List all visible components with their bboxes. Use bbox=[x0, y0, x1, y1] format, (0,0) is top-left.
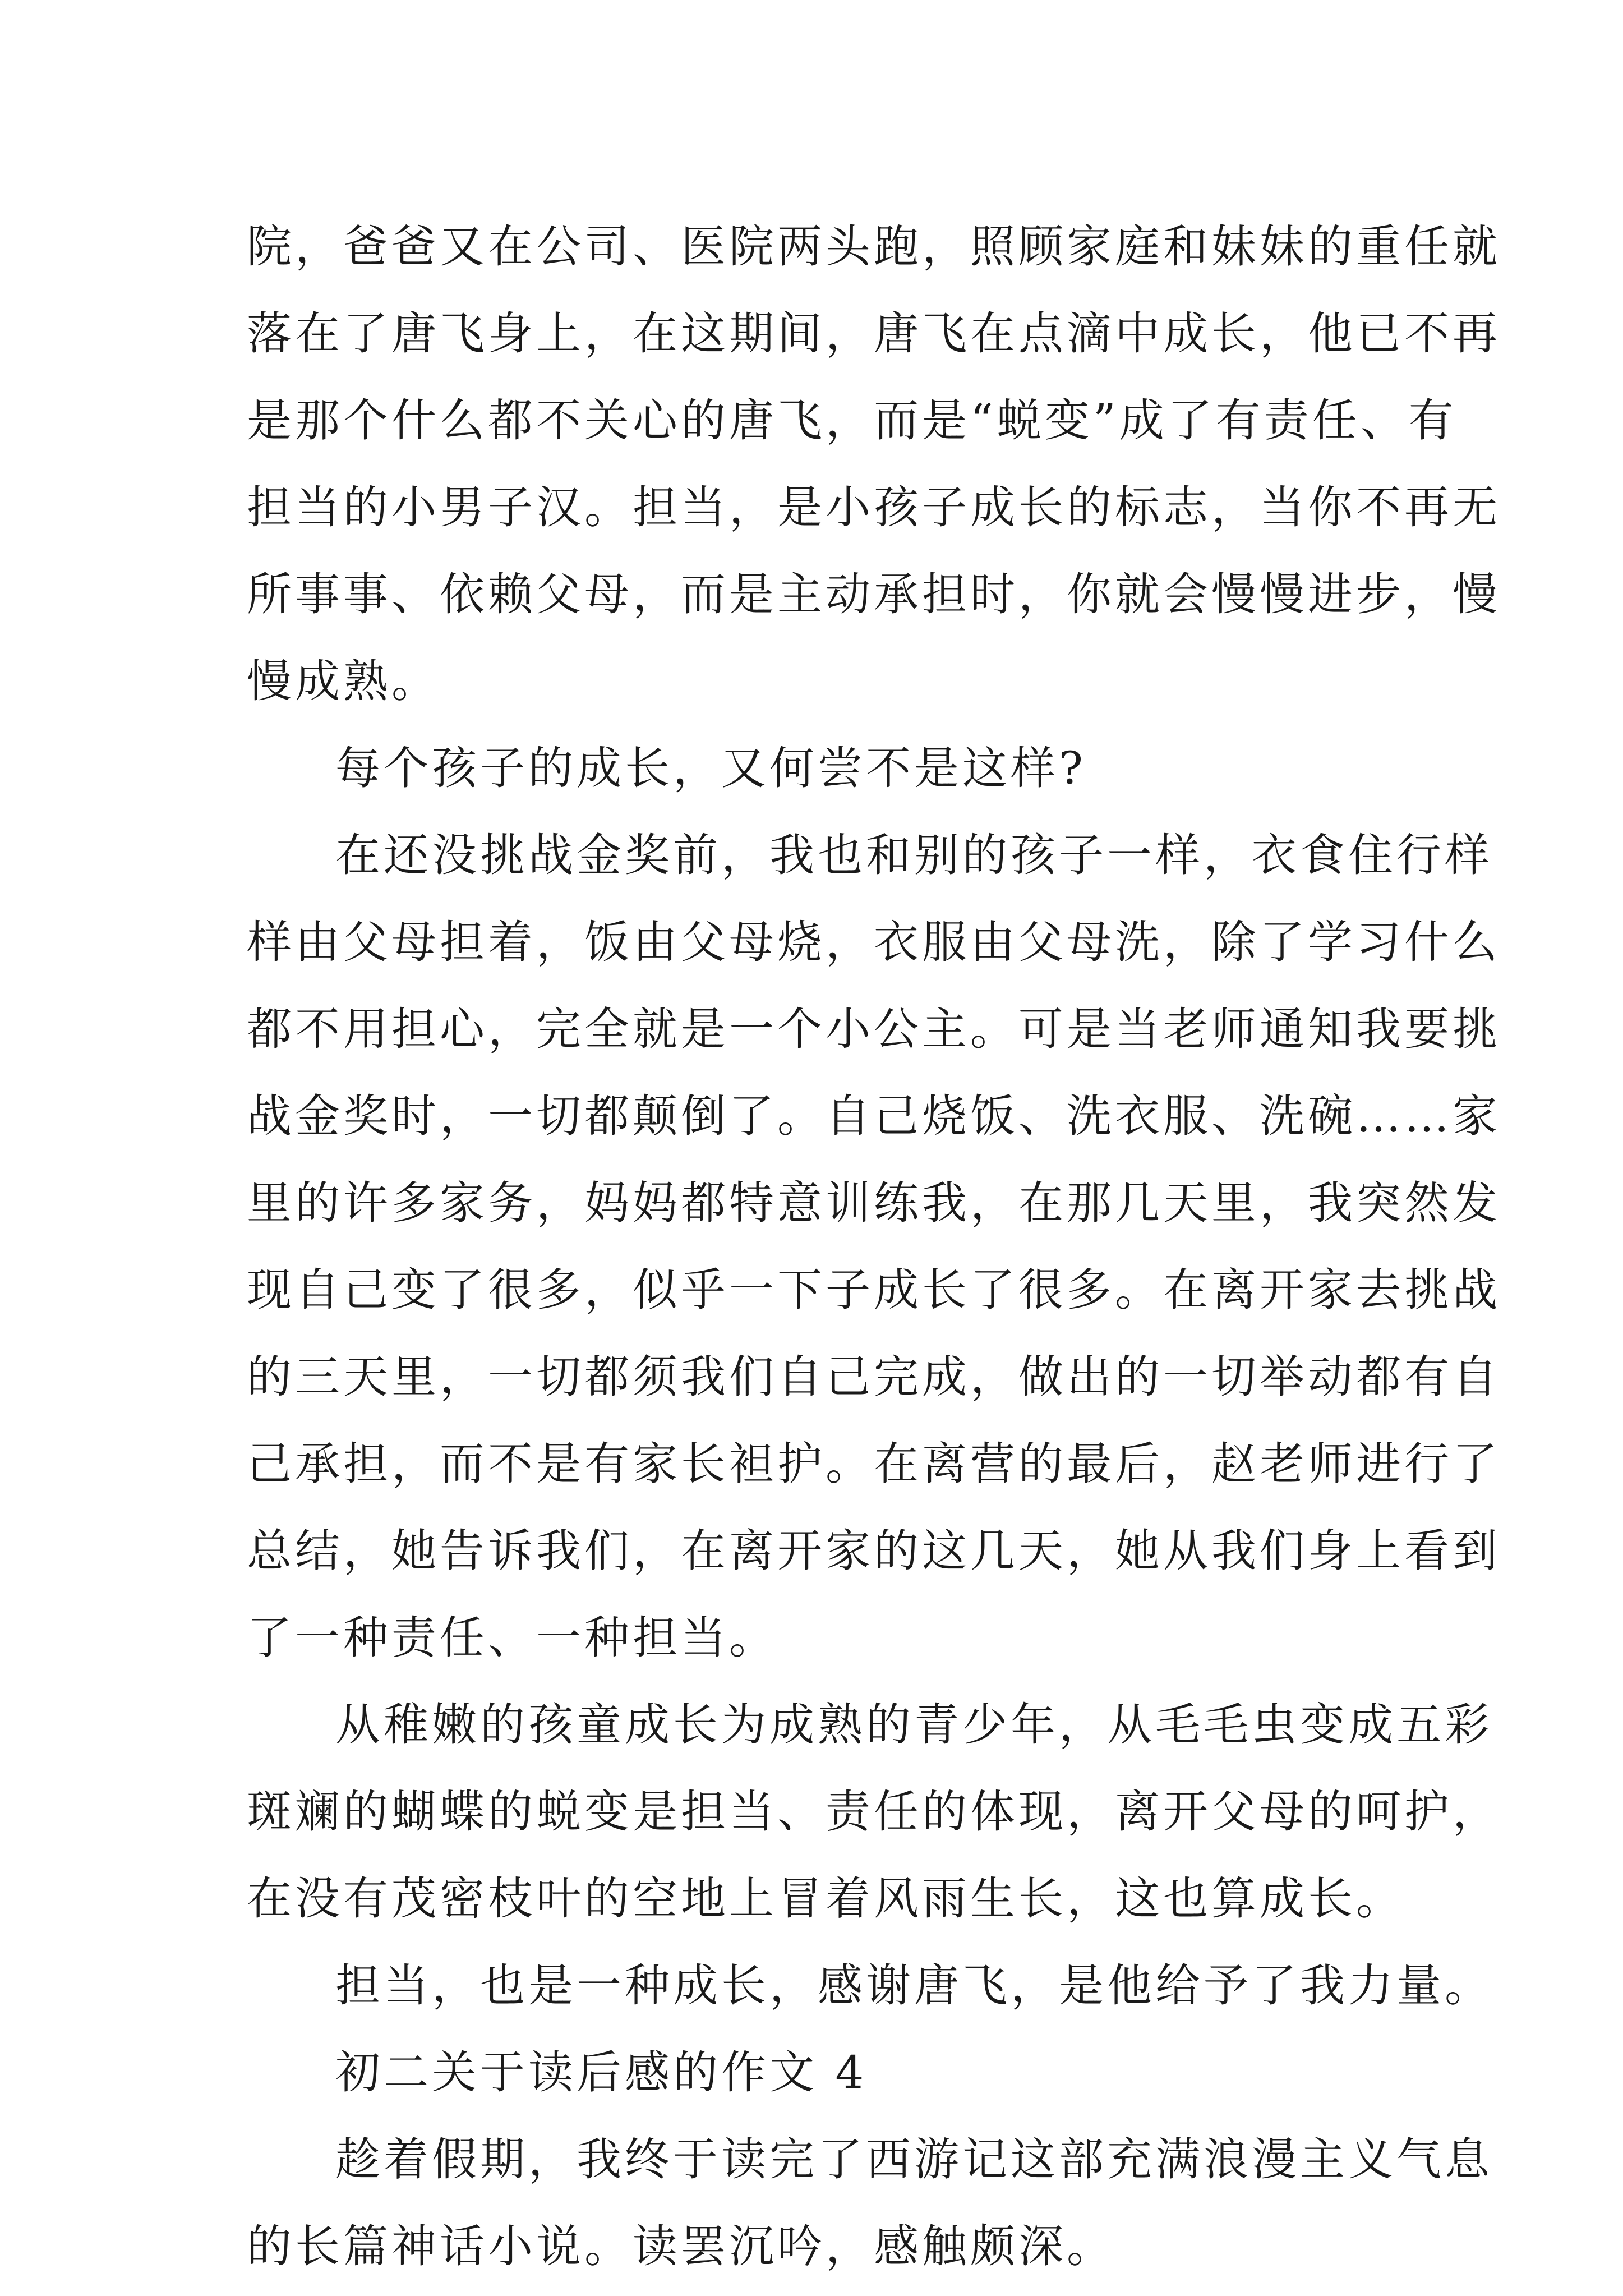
text-line: 己承担，而不是有家长袒护。在离营的最后，赵老师进行了 bbox=[247, 1438, 1501, 1490]
text-line: 样由父母担着，饭由父母烧，衣服由父母洗，除了学习什么 bbox=[247, 916, 1501, 968]
text-line: 的三天里，一切都须我们自己完成，做出的一切举动都有自 bbox=[247, 1351, 1501, 1403]
paragraph-line: 趁着假期，我终于读完了西游记这部充满浪漫主义气息 bbox=[335, 2133, 1493, 2185]
text-line: 是那个什么都不关心的唐飞，而是“蜕变”成了有责任、有 bbox=[247, 394, 1457, 447]
text-line: 慢成熟。 bbox=[247, 655, 440, 707]
paragraph-line: 在还没挑战金奖前，我也和别的孩子一样，衣食住行样 bbox=[335, 829, 1493, 881]
text-line: 院，爸爸又在公司、医院两头跑，照顾家庭和妹妹的重任就 bbox=[247, 220, 1501, 273]
text-line: 了一种责任、一种担当。 bbox=[247, 1612, 777, 1664]
text-line: 所事事、依赖父母，而是主动承担时，你就会慢慢进步，慢 bbox=[247, 568, 1501, 620]
paragraph-line: 从稚嫩的孩童成长为成熟的青少年，从毛毛虫变成五彩 bbox=[335, 1699, 1493, 1751]
text-line: 总结，她告诉我们，在离开家的这几天，她从我们身上看到 bbox=[247, 1525, 1501, 1577]
text-line: 落在了唐飞身上，在这期间，唐飞在点滴中成长，他已不再 bbox=[247, 307, 1501, 360]
paragraph-line: 担当，也是一种成长，感谢唐飞，是他给予了我力量。 bbox=[335, 1959, 1493, 2012]
text-line: 斑斓的蝴蝶的蜕变是担当、责任的体现，离开父母的呵护， bbox=[247, 1786, 1501, 1838]
text-line: 的长篇神话小说。读罢沉吟，感触颇深。 bbox=[247, 2220, 1115, 2272]
text-line: 担当的小男子汉。担当，是小孩子成长的标志，当你不再无 bbox=[247, 481, 1501, 533]
text-line: 在没有茂密枝叶的空地上冒着风雨生长，这也算成长。 bbox=[247, 1872, 1404, 1925]
section-heading: 初二关于读后感的作文 4 bbox=[335, 2046, 868, 2099]
text-line: 里的许多家务，妈妈都特意训练我，在那几天里，我突然发 bbox=[247, 1177, 1501, 1229]
text-line: 都不用担心，完全就是一个小公主。可是当老师通知我要挑 bbox=[247, 1003, 1501, 1055]
text-line: 战金奖时，一切都颠倒了。自己烧饭、洗衣服、洗碗……家 bbox=[247, 1090, 1501, 1142]
paragraph-line: 每个孩子的成长，又何尝不是这样? bbox=[335, 742, 1086, 794]
text-line: 现自己变了很多，似乎一下子成长了很多。在离开家去挑战 bbox=[247, 1264, 1501, 1316]
